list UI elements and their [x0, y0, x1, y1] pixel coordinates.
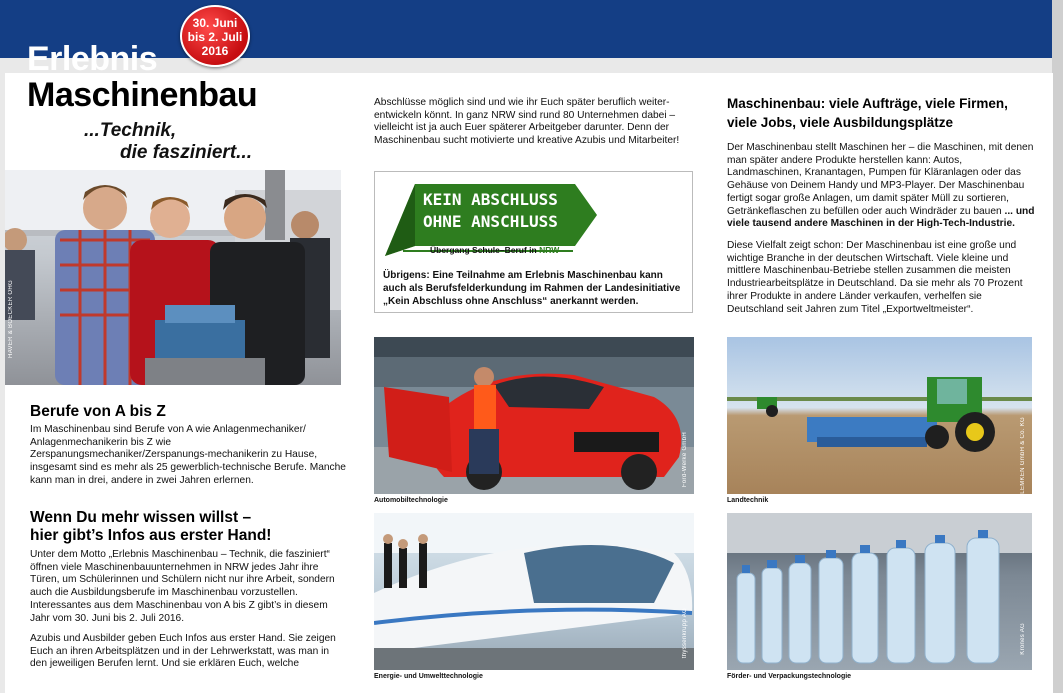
- subtitle-line1: ...Technik,: [84, 120, 177, 141]
- right-para2: Diese Vielfalt zeigt schon: Der Maschinenbau ist eine große und wichtige Branche in der deutschen Wirtschaft. Viele kleine und mittlere Maschinenbau-Betriebe stellen zusammen die meisten Industriearbeitsplätze in Deutschland. Da sie mehr als 70 Prozent ihrer Produkte in andere Länder verkaufen, verhelfen sie Deutschland seit Jahren zum Titel „Exportweltmeister“.: [727, 240, 1023, 315]
- subtitle-line2: die fasziniert...: [120, 142, 252, 163]
- tractor-photo-caption: Landtechnik: [727, 497, 769, 504]
- date-badge-line3: 2016: [201, 44, 229, 58]
- section2-para2: Azubis und Ausbilder geben Euch Infos aus erster Hand. Sie zeigen Euch an ihren Arbeitsplätzen und in der Lehrwerkstatt, was man in den jeweiligen Berufen lernt. Und sie erklären Euch, welche: [30, 633, 336, 670]
- page-edge: [1052, 0, 1063, 693]
- kein-subtitle-text: Übergang Schule–Beruf in: [430, 245, 537, 255]
- section2-heading-line1: Wenn Du mehr wissen willst –: [30, 509, 252, 526]
- kein-logo-line2: OHNE ANSCHLUSS: [423, 212, 558, 231]
- right-para1-text: Der Maschinenbau stellt Maschinen her – die Maschinen, mit denen man später andere Produkte herstellen kann: Autos, Landmaschinen, Kranantagen, Pumpen für Kläranlagen oder das Gehäuse von Deinem Handy und MP3-Player. Der Maschinenbau fertigt sogar große Anlagen, um damit später Müll zu sortieren, Getränkeflaschen zu befüllen oder auch Windräder zu bauen: [727, 142, 1034, 217]
- tractor-illustration: [727, 337, 1032, 494]
- date-badge-line2: bis 2. Juli: [187, 30, 243, 44]
- right-heading-line2: viele Jobs, viele Ausbildungsplätze: [727, 115, 954, 130]
- header-bar: [0, 0, 1063, 58]
- students-illustration: [5, 170, 341, 385]
- bottles-photo: [727, 513, 1032, 670]
- bottles-illustration: [727, 513, 1032, 670]
- car-photo: [374, 337, 694, 494]
- date-badge-line1: 30. Juni: [192, 16, 238, 30]
- tractor-photo-credit: LEMKEN GmbH & Co. KG: [1020, 417, 1026, 494]
- middle-intro-text: Abschlüsse möglich sind und wie ihr Euch später beruflich weiter-entwickeln könnt. In ganz NRW sind rund 80 Unternehmen dabei – vielleicht ist ja auch Euer späterer Arbeitgeber darunter. Denn der Maschinenbau sucht motivierte und kreative Azubis und Mitarbeiter!: [374, 97, 680, 147]
- students-photo: [5, 170, 341, 385]
- kein-nrw-text: NRW: [539, 245, 560, 255]
- car-photo-credit: Ford-Werke GmbH: [682, 432, 688, 488]
- right-para1: [727, 142, 1039, 231]
- title-line1: Erlebnis: [27, 40, 158, 78]
- train-photo-caption: Energie- und Umwelttechnologie: [374, 673, 483, 680]
- car-illustration: [374, 337, 694, 494]
- train-photo: [374, 513, 694, 670]
- section1-text: Im Maschinenbau sind Berufe von A wie Anlagenmechaniker/ Anlagenmechanikerin bis Z wie Zerspanungsmechaniker/Zerspanungs-mechanikerin zu Hause, insgesamt sind es mehr als 25 gewerblich-technische Berufe. Manche kann man in drei, andere in zwei Jahren erlernen.: [30, 424, 346, 486]
- tractor-photo: [727, 337, 1032, 494]
- car-photo-caption: Automobiltechnologie: [374, 497, 448, 504]
- right-heading-line1: Maschinenbau: viele Aufträge, viele Firmen,: [727, 96, 1008, 111]
- kein-logo-subtitle: [430, 245, 559, 255]
- section2-para1: Unter dem Motto „Erlebnis Maschinenbau – Technik, die fasziniert“ öffnen viele Maschinenbauunternehmen in NRW jedes Jahr ihre Türen, um Schülerinnen und Schülern nicht nur ihre Arbeit, sondern auch die Ausbildungsberufe im Maschinenbau vorzustellen. Interessantes aus dem Maschinenbau von A bis Z gibt’s in diesem Jahr vom 30. Juni bis 2. Juli 2016.: [30, 549, 335, 624]
- train-illustration: [374, 513, 694, 670]
- section1-heading: Berufe von A bis Z: [30, 403, 166, 420]
- kein-note: Übrigens: Eine Teilnahme am Erlebnis Maschinenbau kann auch als Berufsfelderkundung im Rahmen der Landesinitiative „Kein Abschluss ohne Anschluss“ anerkannt werden.: [383, 270, 681, 307]
- section2-heading-line2: hier gibt’s Infos aus erster Hand!: [30, 527, 272, 544]
- train-photo-credit: thyssenkrupp AG: [682, 608, 688, 659]
- bottles-photo-credit: Krones AG: [1020, 623, 1026, 655]
- right-para1-bold: ... und viele tausend andere Maschinen in der High-Tech-Industrie.: [727, 205, 1035, 230]
- title-line2: Maschinenbau: [27, 76, 258, 114]
- photo-credit: HAVER & BOECKER OHG: [8, 280, 14, 358]
- date-badge: [180, 5, 250, 67]
- bottles-photo-caption: Förder- und Verpackungstechnologie: [727, 673, 852, 680]
- kein-logo-line1: KEIN ABSCHLUSS: [423, 190, 558, 209]
